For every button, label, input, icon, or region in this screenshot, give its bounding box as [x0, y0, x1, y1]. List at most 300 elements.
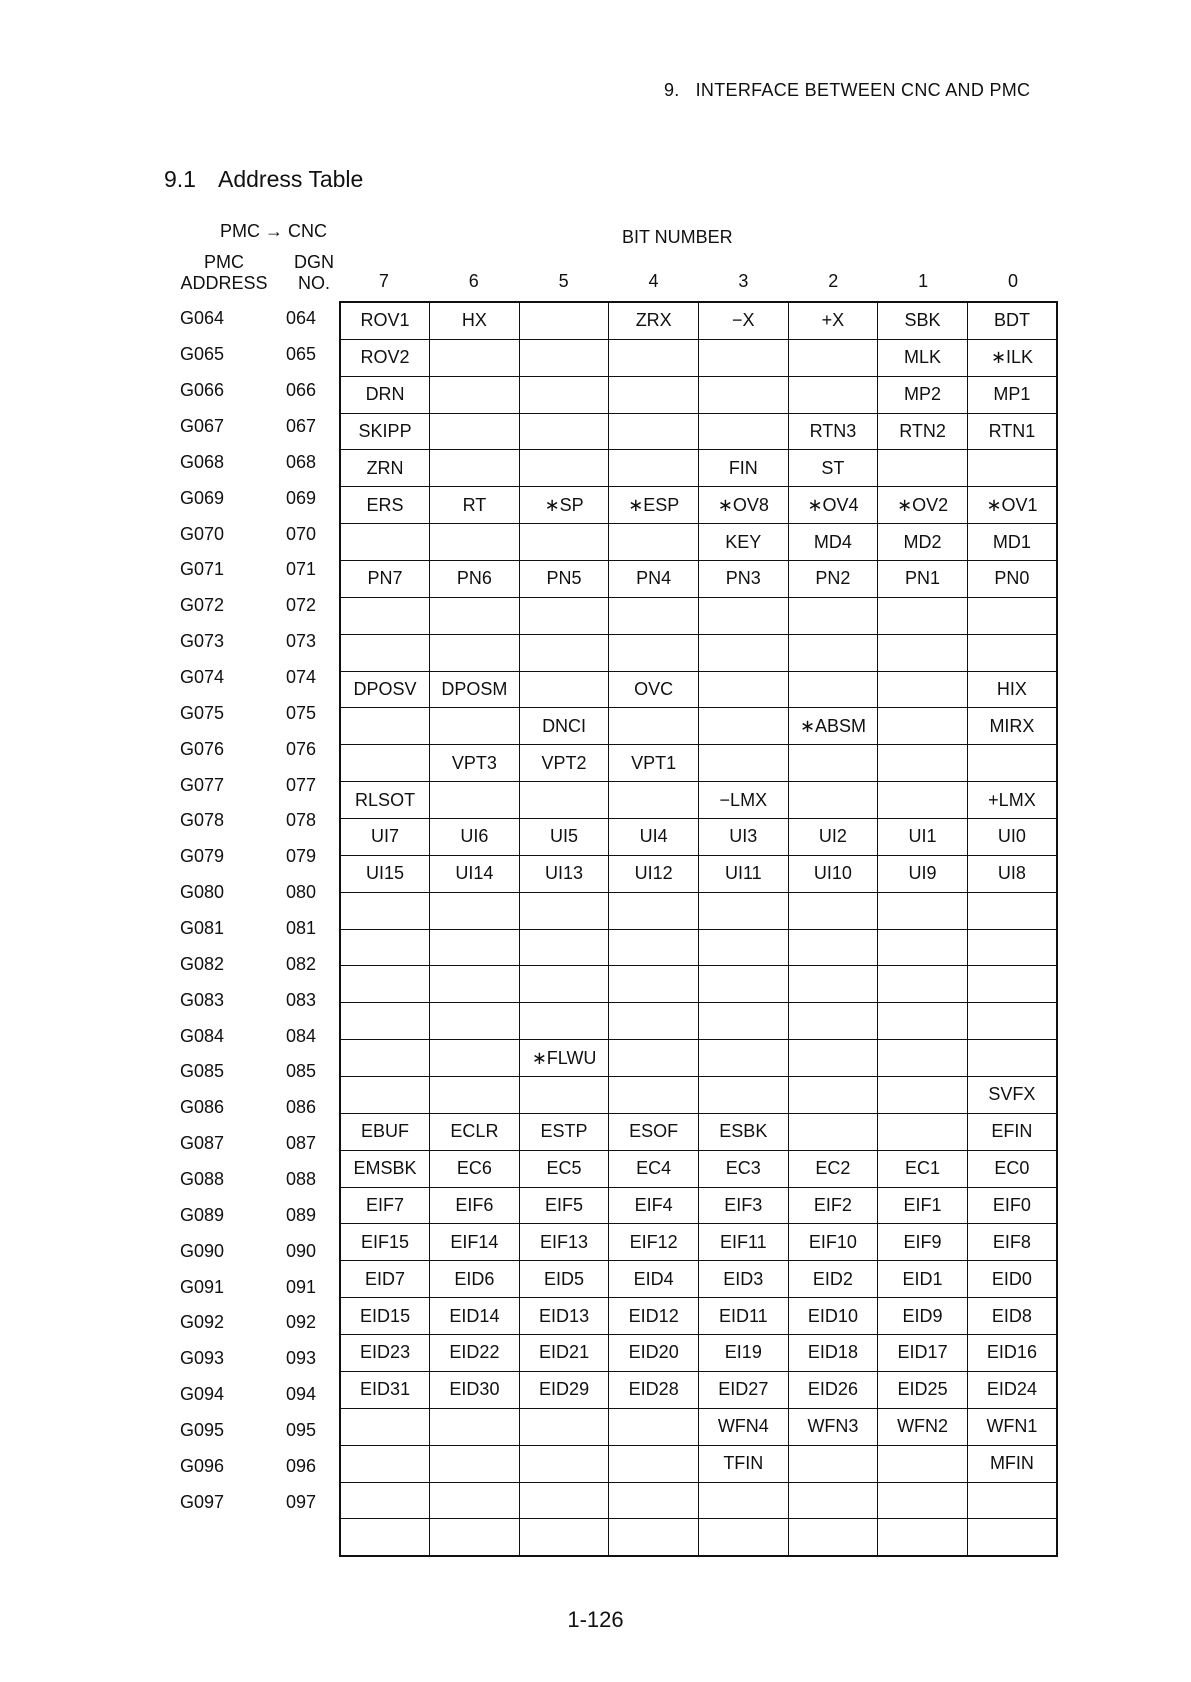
signal-cell: EID21 — [519, 1335, 609, 1372]
signal-cell: EIF9 — [878, 1224, 968, 1261]
signal-cell: UI8 — [967, 855, 1057, 892]
signal-cell — [699, 1519, 789, 1556]
signal-cell — [430, 892, 520, 929]
address-labels-column — [170, 301, 338, 1520]
signal-cell: ∗ILK — [967, 339, 1057, 376]
signal-cell: PN2 — [788, 561, 878, 598]
table-row — [340, 597, 1057, 634]
dgn-number: 077 — [286, 774, 317, 795]
address-label-row — [170, 695, 338, 731]
signal-cell — [788, 1482, 878, 1519]
signal-cell: ∗OV8 — [699, 487, 789, 524]
signal-cell — [340, 745, 430, 782]
signal-cell: EID29 — [519, 1371, 609, 1408]
pmc-address: G073 — [180, 631, 225, 652]
signal-cell — [340, 929, 430, 966]
signal-cell — [967, 634, 1057, 671]
table-row — [340, 561, 1057, 598]
dgn-number: 084 — [286, 1025, 317, 1046]
signal-cell: EIF6 — [430, 1187, 520, 1224]
signal-cell: EID25 — [878, 1371, 968, 1408]
section-heading — [164, 166, 363, 193]
signal-cell — [699, 892, 789, 929]
dgn-number: 089 — [286, 1204, 317, 1225]
signal-cell — [967, 966, 1057, 1003]
pmc-address: G082 — [180, 953, 225, 974]
signal-cell — [609, 929, 699, 966]
address-label-row — [170, 444, 338, 480]
signal-cell: MD2 — [878, 524, 968, 561]
chapter-number: 9. — [664, 80, 680, 100]
address-label-row — [170, 946, 338, 982]
signal-cell — [967, 450, 1057, 487]
signal-cell — [699, 597, 789, 634]
signal-cell: SVFX — [967, 1077, 1057, 1114]
signal-cell: EID11 — [699, 1298, 789, 1335]
pmc-address: G094 — [180, 1384, 225, 1405]
pmc-address: G077 — [180, 774, 225, 795]
signal-cell: EID18 — [788, 1335, 878, 1372]
signal-cell: UI9 — [878, 855, 968, 892]
signal-cell: EID3 — [699, 1261, 789, 1298]
signal-cell: ZRX — [609, 302, 699, 339]
bit-number-headers — [339, 271, 1058, 293]
signal-cell — [878, 597, 968, 634]
signal-cell: EC5 — [519, 1150, 609, 1187]
signal-cell: EC6 — [430, 1150, 520, 1187]
bit-number-title: BIT NUMBER — [622, 227, 733, 247]
signal-cell — [878, 1077, 968, 1114]
signal-cell — [699, 1482, 789, 1519]
signal-cell: DPOSM — [430, 671, 520, 708]
dgn-number: 068 — [286, 451, 317, 472]
signal-cell: EID6 — [430, 1261, 520, 1298]
signal-cell: UI3 — [699, 819, 789, 856]
signal-cell — [878, 1003, 968, 1040]
signal-cell — [967, 929, 1057, 966]
signal-cell: FIN — [699, 450, 789, 487]
dgn-number: 066 — [286, 380, 317, 401]
signal-cell: UI11 — [699, 855, 789, 892]
pmc-address: G071 — [180, 559, 225, 580]
section-number: 9.1 — [164, 166, 196, 192]
address-label-row — [170, 1018, 338, 1054]
signal-cell: EID14 — [430, 1298, 520, 1335]
dgn-number: 090 — [286, 1240, 317, 1261]
signal-cell — [788, 1040, 878, 1077]
signal-cell: MLK — [878, 339, 968, 376]
pmc-address-header-line2: ADDRESS — [180, 273, 268, 293]
address-label-row — [170, 1449, 338, 1485]
signal-cell — [609, 597, 699, 634]
signal-cell: ∗ABSM — [788, 708, 878, 745]
signal-cell — [340, 597, 430, 634]
signal-cell — [430, 966, 520, 1003]
signal-cell — [699, 671, 789, 708]
bit-number-header: 7 — [378, 271, 389, 291]
signal-cell: ERS — [340, 487, 430, 524]
signal-cell: UI10 — [788, 855, 878, 892]
dgn-number: 067 — [286, 416, 317, 436]
address-label-row — [170, 373, 338, 409]
signal-cell: EID1 — [878, 1261, 968, 1298]
signal-cell: ECLR — [430, 1113, 520, 1150]
signal-cell — [788, 745, 878, 782]
table-row — [340, 708, 1057, 745]
bit-number-header: 5 — [558, 271, 569, 291]
signal-cell: TFIN — [699, 1445, 789, 1482]
signal-cell — [967, 892, 1057, 929]
table-row — [340, 1261, 1057, 1298]
signal-cell: DRN — [340, 376, 430, 413]
signal-cell — [788, 1077, 878, 1114]
table-row — [340, 855, 1057, 892]
table-row — [340, 1187, 1057, 1224]
signal-cell — [430, 339, 520, 376]
pmc-address: G090 — [180, 1240, 225, 1261]
pmc-address: G084 — [180, 1025, 225, 1046]
signal-cell: MFIN — [967, 1445, 1057, 1482]
signal-cell: DPOSV — [340, 671, 430, 708]
signal-cell — [430, 413, 520, 450]
signal-cell — [699, 634, 789, 671]
signal-cell — [430, 376, 520, 413]
signal-cell — [788, 1519, 878, 1556]
signal-cell: UI14 — [430, 855, 520, 892]
signal-cell — [699, 1040, 789, 1077]
signal-cell — [430, 450, 520, 487]
signal-cell: EC3 — [699, 1150, 789, 1187]
signal-cell: +X — [788, 302, 878, 339]
signal-cell — [609, 1077, 699, 1114]
signal-cell: EIF15 — [340, 1224, 430, 1261]
signal-cell: EID10 — [788, 1298, 878, 1335]
pmc-address: G080 — [180, 882, 225, 903]
signal-cell — [519, 892, 609, 929]
signal-cell: UI13 — [519, 855, 609, 892]
signal-cell: EID0 — [967, 1261, 1057, 1298]
signal-cell — [699, 339, 789, 376]
signal-cell — [609, 376, 699, 413]
signal-cell: RLSOT — [340, 782, 430, 819]
dgn-number: 097 — [286, 1491, 317, 1512]
table-row — [340, 671, 1057, 708]
address-label-row — [170, 1090, 338, 1126]
signal-cell: EFIN — [967, 1113, 1057, 1150]
signal-cell — [878, 708, 968, 745]
signal-cell — [878, 450, 968, 487]
pmc-address: G068 — [180, 451, 225, 472]
address-label-row — [170, 1377, 338, 1413]
table-row — [340, 413, 1057, 450]
pmc-address: G070 — [180, 523, 225, 544]
signal-cell: EID20 — [609, 1335, 699, 1372]
signal-cell — [699, 413, 789, 450]
signal-cell: EID5 — [519, 1261, 609, 1298]
table-row — [340, 1113, 1057, 1150]
signal-cell: EID17 — [878, 1335, 968, 1372]
signal-cell — [699, 745, 789, 782]
signal-cell: ∗OV4 — [788, 487, 878, 524]
bit-number-header: 1 — [918, 271, 929, 291]
signal-cell — [609, 634, 699, 671]
signal-cell: EMSBK — [340, 1150, 430, 1187]
signal-cell: ∗OV2 — [878, 487, 968, 524]
signal-cell — [519, 1482, 609, 1519]
signal-cell — [967, 1040, 1057, 1077]
signal-cell: EIF1 — [878, 1187, 968, 1224]
signal-cell: EID4 — [609, 1261, 699, 1298]
signal-cell: EID27 — [699, 1371, 789, 1408]
signal-cell — [878, 892, 968, 929]
dgn-number: 076 — [286, 738, 317, 759]
address-label-row — [170, 1233, 338, 1269]
running-header — [664, 80, 1030, 101]
table-row — [340, 1482, 1057, 1519]
signal-cell — [788, 671, 878, 708]
signal-cell — [430, 782, 520, 819]
signal-cell: UI12 — [609, 855, 699, 892]
signal-cell: EC2 — [788, 1150, 878, 1187]
dgn-number: 065 — [286, 344, 317, 365]
signal-cell: VPT2 — [519, 745, 609, 782]
address-label-row — [170, 1413, 338, 1449]
dgn-number: 078 — [286, 810, 317, 831]
signal-cell: WFN2 — [878, 1408, 968, 1445]
signal-cell — [609, 450, 699, 487]
signal-cell — [430, 634, 520, 671]
table-row — [340, 1077, 1057, 1114]
signal-cell: PN7 — [340, 561, 430, 598]
dgn-number: 079 — [286, 846, 317, 867]
signal-cell — [609, 1408, 699, 1445]
signal-cell: EC4 — [609, 1150, 699, 1187]
signal-cell — [609, 524, 699, 561]
signal-cell: −LMX — [699, 782, 789, 819]
signal-cell: MP2 — [878, 376, 968, 413]
pmc-address: G095 — [180, 1420, 225, 1441]
signal-cell — [699, 929, 789, 966]
pmc-address: G081 — [180, 918, 225, 939]
signal-cell: +LMX — [967, 782, 1057, 819]
address-label-row — [170, 731, 338, 767]
signal-cell — [519, 782, 609, 819]
signal-cell: EID26 — [788, 1371, 878, 1408]
signal-cell: PN1 — [878, 561, 968, 598]
signal-cell: EIF12 — [609, 1224, 699, 1261]
dgn-header-line1: DGN — [294, 252, 334, 272]
signal-cell: VPT1 — [609, 745, 699, 782]
signal-cell — [788, 339, 878, 376]
signal-cell: EID8 — [967, 1298, 1057, 1335]
signal-cell: DNCI — [519, 708, 609, 745]
signal-cell: RTN1 — [967, 413, 1057, 450]
signal-cell: SKIPP — [340, 413, 430, 450]
signal-cell: WFN1 — [967, 1408, 1057, 1445]
table-row — [340, 1519, 1057, 1556]
signal-cell — [430, 1077, 520, 1114]
dgn-number: 080 — [286, 882, 317, 903]
table-row — [340, 1040, 1057, 1077]
bit-number-header: 4 — [648, 271, 659, 291]
signal-cell — [519, 671, 609, 708]
signal-cell — [340, 1040, 430, 1077]
address-label-row — [170, 767, 338, 803]
signal-cell: RTN2 — [878, 413, 968, 450]
signal-cell: UI4 — [609, 819, 699, 856]
signal-cell: ∗FLWU — [519, 1040, 609, 1077]
pmc-address: G069 — [180, 487, 225, 508]
signal-cell — [519, 1408, 609, 1445]
signal-cell: OVC — [609, 671, 699, 708]
address-label-row — [170, 875, 338, 911]
signal-cell: EIF7 — [340, 1187, 430, 1224]
signal-cell: EI19 — [699, 1335, 789, 1372]
signal-cell: HX — [430, 302, 520, 339]
signal-cell — [430, 1445, 520, 1482]
signal-cell — [340, 1003, 430, 1040]
signal-cell — [430, 1040, 520, 1077]
pmc-address: G087 — [180, 1133, 225, 1154]
pmc-address-column-header — [174, 252, 274, 294]
table-row — [340, 376, 1057, 413]
signal-cell — [878, 1482, 968, 1519]
dgn-number: 072 — [286, 595, 317, 616]
address-label-row — [170, 839, 338, 875]
table-row — [340, 487, 1057, 524]
signal-cell: EIF0 — [967, 1187, 1057, 1224]
address-label-row — [170, 409, 338, 445]
address-label-row — [170, 1054, 338, 1090]
pmc-address: G064 — [180, 308, 225, 329]
pmc-address: G097 — [180, 1491, 225, 1512]
pmc-address: G075 — [180, 702, 225, 723]
signal-cell: ESTP — [519, 1113, 609, 1150]
dgn-number: 093 — [286, 1348, 317, 1369]
signal-cell — [788, 597, 878, 634]
signal-cell: EID7 — [340, 1261, 430, 1298]
signal-cell — [788, 929, 878, 966]
signal-cell: −X — [699, 302, 789, 339]
signal-cell — [788, 782, 878, 819]
signal-cell — [340, 892, 430, 929]
table-row — [340, 782, 1057, 819]
signal-cell — [340, 708, 430, 745]
signal-cell: HIX — [967, 671, 1057, 708]
table-row — [340, 892, 1057, 929]
dgn-number: 074 — [286, 667, 317, 688]
address-label-row — [170, 1305, 338, 1341]
table-row — [340, 1371, 1057, 1408]
table-row — [340, 1408, 1057, 1445]
signal-cell — [519, 1519, 609, 1556]
signal-cell: EIF5 — [519, 1187, 609, 1224]
dgn-number: 069 — [286, 487, 317, 508]
address-label-row — [170, 301, 338, 337]
signal-cell: EC1 — [878, 1150, 968, 1187]
signal-cell — [609, 782, 699, 819]
table-row — [340, 929, 1057, 966]
signal-cell — [967, 597, 1057, 634]
signal-cell — [340, 1482, 430, 1519]
table-row — [340, 1150, 1057, 1187]
signal-cell — [967, 1519, 1057, 1556]
address-label-row — [170, 911, 338, 947]
signal-cell: ST — [788, 450, 878, 487]
signal-cell: EIF14 — [430, 1224, 520, 1261]
signal-cell: BDT — [967, 302, 1057, 339]
address-label-row — [170, 516, 338, 552]
signal-cell: UI2 — [788, 819, 878, 856]
signal-cell: MD4 — [788, 524, 878, 561]
address-label-row — [170, 1162, 338, 1198]
signal-cell: EIF2 — [788, 1187, 878, 1224]
dgn-column-header — [290, 252, 338, 294]
signal-cell — [609, 339, 699, 376]
signal-cell — [878, 1113, 968, 1150]
pmc-address: G091 — [180, 1276, 225, 1297]
table-row — [340, 634, 1057, 671]
signal-cell: ESOF — [609, 1113, 699, 1150]
signal-direction-label: PMC → CNC — [220, 221, 327, 241]
signal-cell — [878, 671, 968, 708]
signal-cell — [430, 597, 520, 634]
signal-cell: MD1 — [967, 524, 1057, 561]
signal-cell — [878, 634, 968, 671]
signal-cell — [519, 450, 609, 487]
signal-cell — [519, 966, 609, 1003]
signal-cell: EID24 — [967, 1371, 1057, 1408]
address-label-row — [170, 1341, 338, 1377]
signal-cell — [519, 634, 609, 671]
signal-cell — [878, 929, 968, 966]
address-label-row — [170, 982, 338, 1018]
signal-cell: PN3 — [699, 561, 789, 598]
dgn-number: 083 — [286, 989, 317, 1010]
dgn-number: 075 — [286, 702, 317, 723]
signal-cell: RTN3 — [788, 413, 878, 450]
signal-cell: PN0 — [967, 561, 1057, 598]
pmc-address: G083 — [180, 989, 225, 1010]
signal-cell — [609, 1003, 699, 1040]
dgn-number: 081 — [286, 918, 317, 939]
signal-cell — [519, 597, 609, 634]
dgn-number: 082 — [286, 953, 317, 974]
signal-cell — [609, 413, 699, 450]
signal-cell: EIF3 — [699, 1187, 789, 1224]
signal-cell — [878, 1519, 968, 1556]
signal-cell: EID23 — [340, 1335, 430, 1372]
signal-cell — [788, 892, 878, 929]
signal-cell: EID31 — [340, 1371, 430, 1408]
signal-cell — [878, 745, 968, 782]
table-row — [340, 1445, 1057, 1482]
signal-cell — [430, 1519, 520, 1556]
signal-cell: ESBK — [699, 1113, 789, 1150]
pmc-address: G092 — [180, 1312, 225, 1333]
pmc-address: G074 — [180, 667, 225, 688]
address-bit-table-body — [340, 302, 1057, 1556]
signal-cell: ZRN — [340, 450, 430, 487]
signal-cell: UI5 — [519, 819, 609, 856]
signal-cell: VPT3 — [430, 745, 520, 782]
table-row — [340, 1003, 1057, 1040]
dgn-number: 085 — [286, 1061, 317, 1082]
signal-cell — [519, 524, 609, 561]
signal-cell: UI1 — [878, 819, 968, 856]
signal-cell — [788, 1003, 878, 1040]
signal-cell — [967, 1482, 1057, 1519]
